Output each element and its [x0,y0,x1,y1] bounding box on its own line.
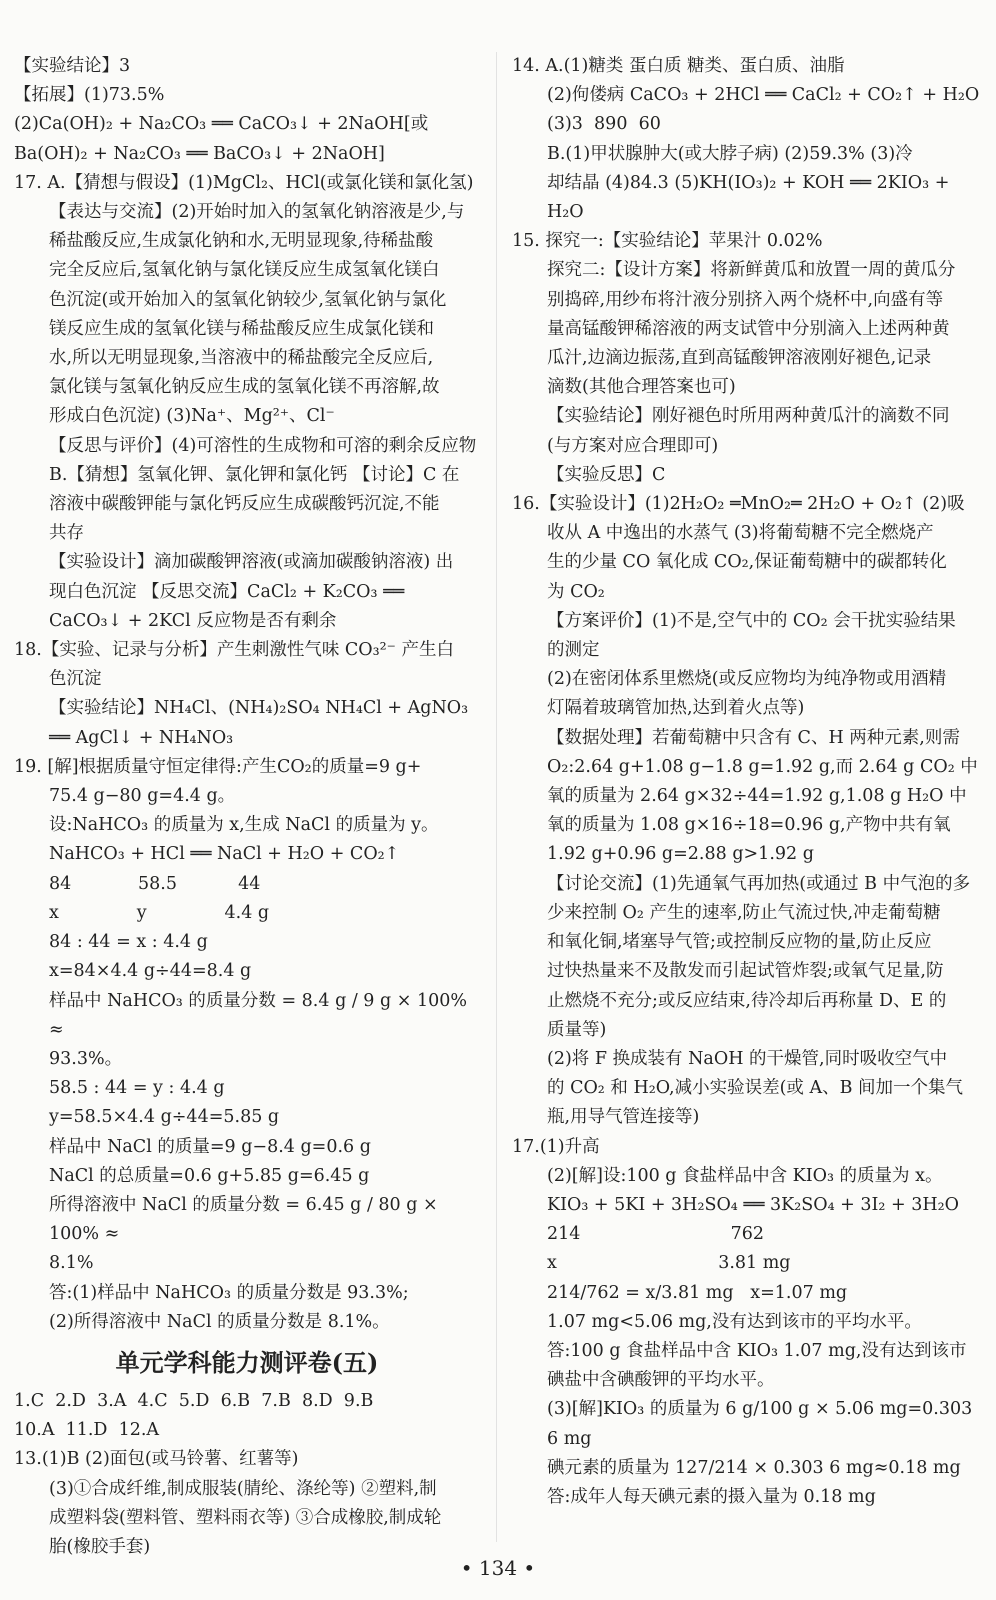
text-line: (2)佝偻病 CaCO₃ + 2HCl ══ CaCl₂ + CO₂↑ + H₂O [547,85,980,106]
text-line: (与方案对应合理即可) [547,435,719,456]
text-line: 稀盐酸反应,生成氯化钠和水,无明显现象,待稀盐酸 [49,231,434,252]
text-line: (2)所得溶液中 NaCl 的质量分数是 8.1%。 [49,1311,390,1332]
text-line: 【讨论交流】(1)先通氧气再加热(或通过 B 中气泡的多 [547,873,971,894]
text-line: 完全反应后,氢氧化钠与氯化镁反应生成氢氧化镁白 [49,260,440,281]
text-line: 和氧化铜,堵塞导气管;或控制反应物的量,防止反应 [547,932,932,953]
text-line: 样品中 NaHCO₃ 的质量分数 = 8.4 g / 9 g × 100% ≈ [49,990,473,1040]
text-line: KIO₃ + 5KI + 3H₂SO₄ ══ 3K₂SO₄ + 3I₂ + 3H₂O [547,1194,959,1215]
text-line: 生的少量 CO 氧化成 CO₂,保证葡萄糖中的碳都转化 [547,552,947,573]
text-line: 的 CO₂ 和 H₂O,减小实验误差(或 A、B 间加一个集气 [547,1078,964,1099]
text-line: 灯隔着玻璃管加热,达到着火点等) [547,698,805,719]
left-answer-lines [14,52,480,1337]
text-line: ══ AgCl↓ + NH₄NO₃ [49,727,234,748]
text-line: 成塑料袋(塑料管、塑料雨衣等) ③合成橡胶,制成轮 [49,1507,442,1528]
left-answer-lines-after [14,1387,480,1562]
text-line: 【实验结论】刚好褪色时所用两种黄瓜汁的滴数不同 [547,406,950,427]
text-line: 【数据处理】若葡萄糖中只含有 C、H 两种元素,则需 [547,727,960,748]
section-title: 单元学科能力测评卷(五) [115,1347,379,1377]
right-column [512,52,988,1512]
right-answer-lines [512,52,988,1512]
text-line: (2)[解]设:100 g 食盐样品中含 KIO₃ 的质量为 x。 [547,1165,943,1186]
text-line: (3)①合成纤维,制成服装(腈纶、涤纶等) ②塑料,制 [49,1478,437,1499]
text-line: 【实验结论】NH₄Cl、(NH₄)₂SO₄ NH₄Cl + AgNO₃ [49,698,469,719]
column-divider [496,52,497,1542]
text-line: 样品中 NaCl 的质量=9 g−8.4 g=0.6 g [49,1136,371,1157]
text-line: 8.1% [49,1253,94,1274]
text-line: (3)[解]KIO₃ 的质量为 6 g/100 g × 5.06 mg=0.303 6 mg [547,1399,978,1449]
text-line: 214/762 = x/3.81 mg x=1.07 mg [547,1282,848,1303]
text-line: 58.5 : 44 = y : 4.4 g [49,1078,225,1099]
text-line: 18.【实验、记录与分析】产生刺激性气味 CO₃²⁻ 产生白 [14,640,454,661]
text-line: 答:(1)样品中 NaHCO₃ 的质量分数是 93.3%; [49,1282,409,1303]
text-line: 【拓展】(1)73.5% [14,85,165,106]
text-line: 共存 [49,523,84,544]
text-line: (2)将 F 换成装有 NaOH 的干燥管,同时吸收空气中 [547,1048,948,1069]
text-line: y=58.5×4.4 g÷44=5.85 g [49,1107,280,1128]
text-line: CaCO₃↓ + 2KCl 反应物是否有剩余 [49,610,337,631]
text-line: 的测定 [547,640,600,661]
text-line: x=84×4.4 g÷44=8.4 g [49,961,252,982]
text-line: 答:100 g 食盐样品中含 KIO₃ 1.07 mg,没有达到该市 [547,1340,967,1361]
text-line: 瓜汁,边滴边振荡,直到高锰酸钾溶液刚好褪色,记录 [547,348,932,369]
left-column [14,52,480,1562]
text-line: H₂O [547,202,584,223]
text-line: 现白色沉淀 【反思交流】CaCl₂ + K₂CO₃ ══ [49,581,405,602]
text-line: x y 4.4 g [49,902,270,923]
text-line: 17.(1)升高 [512,1136,600,1157]
text-line: B.【猜想】氢氧化钾、氯化钾和氯化钙 【讨论】C 在 [49,464,460,485]
text-line: 水,所以无明显现象,当溶液中的稀盐酸完全反应后, [49,348,434,369]
text-line: 收从 A 中逸出的水蒸气 (3)将葡萄糖不完全燃烧产 [547,523,934,544]
text-line: 氧的质量为 2.64 g×32÷44=1.92 g,1.08 g H₂O 中 [547,786,967,807]
text-line: 13.(1)B (2)面包(或马铃薯、红薯等) [14,1449,299,1470]
text-line: O₂:2.64 g+1.08 g−1.8 g=1.92 g,而 2.64 g CO₂ 中 [547,756,978,777]
text-line: 止燃烧不充分;或反应结束,待冷却后再称量 D、E 的 [547,990,947,1011]
text-line: 【实验设计】滴加碳酸钾溶液(或滴加碳酸钠溶液) 出 [49,552,454,573]
text-line: 10.A 11.D 12.A [14,1420,160,1441]
text-line: 17. A.【猜想与假设】(1)MgCl₂、HCl(或氯化镁和氯化氢) [14,172,474,193]
text-line: 氯化镁与氢氧化钠反应生成的氢氧化镁不再溶解,故 [49,377,440,398]
text-line: 【实验反思】C [547,464,666,485]
text-line: 16.【实验设计】(1)2H₂O₂ ═MnO₂═ 2H₂O + O₂↑ (2)吸 [512,494,965,515]
text-line: 15. 探究一:【实验结论】苹果汁 0.02% [512,231,823,252]
text-line: 答:成年人每天碘元素的摄入量为 0.18 mg [547,1486,876,1507]
text-line: NaCl 的总质量=0.6 g+5.85 g=6.45 g [49,1165,370,1186]
text-line: 镁反应生成的氢氧化镁与稀盐酸反应生成氯化镁和 [49,318,434,339]
text-line: (2)在密闭体系里燃烧(或反应物均为纯净物或用酒精 [547,669,947,690]
text-line: 形成白色沉淀) (3)Na⁺、Mg²⁺、Cl⁻ [49,406,335,427]
text-line: 19. [解]根据质量守恒定律得:产生CO₂的质量=9 g+ [14,756,422,777]
text-line: 却结晶 (4)84.3 (5)KH(IO₃)₂ + KOH ══ 2KIO₃ + [547,172,950,193]
text-line: 碘盐中含碘酸钾的平均水平。 [547,1370,775,1391]
text-line: 214 762 [547,1224,764,1245]
text-line: 1.07 mg<5.06 mg,没有达到该市的平均水平。 [547,1311,922,1332]
text-line: 1.C 2.D 3.A 4.C 5.D 6.B 7.B 8.D 9.B [14,1390,374,1411]
text-line: 别捣碎,用纱布将汁液分别挤入两个烧杯中,向盛有等 [547,289,944,310]
text-line: 量高锰酸钾稀溶液的两支试管中分别滴入上述两种黄 [547,318,950,339]
text-line: 过快热量来不及散发而引起试管炸裂;或氧气足量,防 [547,961,944,982]
text-line: 瓶,用导气管连接等) [547,1107,700,1128]
text-line: x 3.81 mg [547,1253,791,1274]
text-line: 【反思与评价】(4)可溶性的生成物和可溶的剩余反应物 [49,435,477,456]
page-number: • 134 • [460,1556,536,1580]
text-line: 碘元素的质量为 127/214 × 0.303 6 mg≈0.18 mg [547,1457,961,1478]
text-line: 【方案评价】(1)不是,空气中的 CO₂ 会干扰实验结果 [547,610,956,631]
text-line: B.(1)甲状腺肿大(或大脖子病) (2)59.3% (3)冷 [547,143,913,164]
text-line: Ba(OH)₂ + Na₂CO₃ ══ BaCO₃↓ + 2NaOH] [14,143,385,164]
text-line: 滴数(其他合理答案也可) [547,377,736,398]
text-line: 1.92 g+0.96 g=2.88 g>1.92 g [547,844,814,865]
text-line: 溶液中碳酸钾能与氯化钙反应生成碳酸钙沉淀,不能 [49,494,440,515]
text-line: 色沉淀(或开始加入的氢氧化钠较少,氢氧化钠与氯化 [49,289,447,310]
text-line: 探究二:【设计方案】将新鲜黄瓜和放置一周的黄瓜分 [547,260,956,281]
text-line: 【实验结论】3 [14,56,131,76]
text-line: 少来控制 O₂ 产生的速率,防止气流过快,冲走葡萄糖 [547,902,941,923]
text-line: 为 CO₂ [547,581,605,602]
text-line: 胎(橡胶手套) [49,1536,151,1557]
text-line: 色沉淀 [49,669,102,690]
text-line: (2)Ca(OH)₂ + Na₂CO₃ ══ CaCO₃↓ + 2NaOH[或 [14,114,429,135]
text-line: 93.3%。 [49,1048,123,1069]
text-line: (3)3 890 60 [547,114,661,135]
text-line: 设:NaHCO₃ 的质量为 x,生成 NaCl 的质量为 y。 [49,815,439,836]
text-line: 氧的质量为 1.08 g×16÷18=0.96 g,产物中共有氧 [547,815,951,836]
text-line: NaHCO₃ + HCl ══ NaCl + H₂O + CO₂↑ [49,844,400,865]
text-line: 75.4 g−80 g=4.4 g。 [49,786,236,807]
text-line: 14. A.(1)糖类 蛋白质 糖类、蛋白质、油脂 [512,56,845,76]
text-line: 84 58.5 44 [49,873,261,894]
text-line: 【表达与交流】(2)开始时加入的氢氧化钠溶液是少,与 [49,202,465,223]
text-line: 质量等) [547,1019,607,1040]
text-line: 所得溶液中 NaCl 的质量分数 = 6.45 g / 80 g × 100% ≈ [49,1194,444,1245]
text-line: 84 : 44 = x : 4.4 g [49,932,208,953]
